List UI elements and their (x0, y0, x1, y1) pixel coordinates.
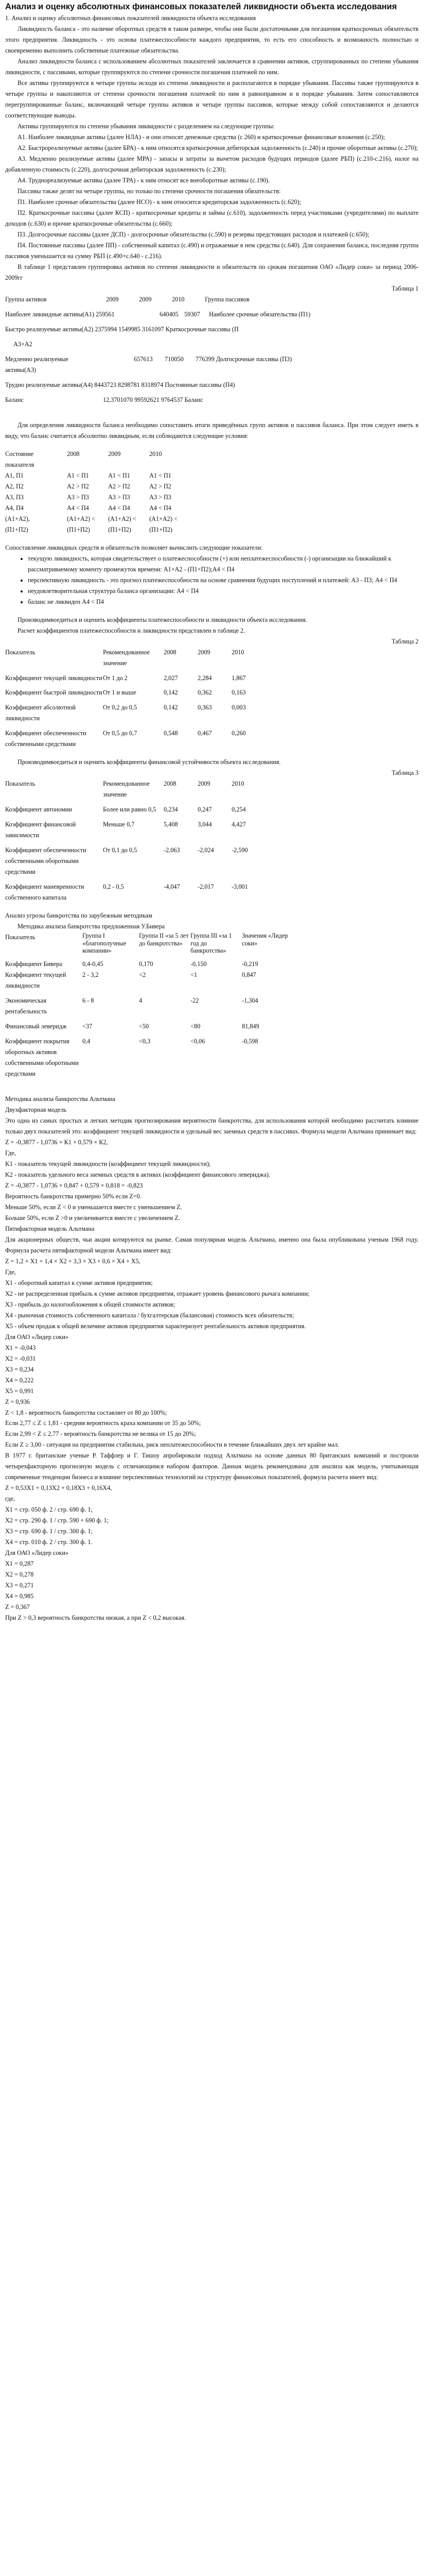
table-cell: Группа пассивов (205, 295, 250, 303)
table-row (5, 309, 418, 320)
table-cell: А4, П4 (5, 504, 24, 512)
table-cell: 0,847 (242, 971, 256, 979)
table-cell: Показатель (5, 648, 36, 656)
table-cell: показателя (5, 461, 34, 468)
paragraph: Методика анализа банкротства предложенная У.Бивера (18, 923, 165, 930)
table-row (5, 959, 418, 970)
table-cell: 1,867 (232, 674, 246, 682)
formula-line: Х3 = 0,271 (5, 1582, 34, 1589)
table-cell: От 0,2 до 0,5 (103, 704, 137, 711)
paragraph: Производимвоедиться и оценить коэффициенты платежеспособности и ликвидности объекта исследования. (18, 616, 307, 623)
table-cell: -4,047 (164, 883, 180, 891)
table-cell: 657613 (134, 355, 153, 363)
table-cell: -0,150 (190, 960, 207, 968)
table-cell: -0,219 (242, 960, 258, 968)
table-row (5, 882, 418, 903)
formula-line: Где, (5, 1268, 16, 1276)
table-row (5, 804, 418, 815)
table-2 (5, 449, 418, 535)
formula-line: K2 - показатель удельного веса заемных средств в активах (коэффициент финансового левериджа). (5, 1171, 270, 1178)
table-cell: Коэффициент финансовой зависимости (5, 821, 76, 839)
table-row (5, 470, 418, 481)
formula-line: где, (5, 1495, 15, 1503)
table-cell: -2,017 (198, 883, 214, 891)
formula-line: Вероятность банкротства примерно 50% если Z=0. (5, 1192, 142, 1200)
table-cell: Коэффициент текущей ликвидности (5, 971, 66, 990)
table-5 (5, 932, 418, 1079)
table-cell: 5,408 (164, 821, 178, 828)
table-cell: 2009 (108, 450, 121, 457)
table-cell: Коэффициент обеспеченности собственными средствами (5, 730, 86, 748)
table-cell: 2010 (232, 648, 245, 656)
table-cell: А2, П2 (5, 482, 24, 490)
table-cell: (А1+А2) < (149, 515, 178, 522)
table-cell: 2,284 (198, 674, 212, 682)
table-cell: От 0,1 до 0,5 (103, 846, 137, 854)
document-title: Анализ и оценку абсолютных финансовых показателей ликвидности объекта исследования (5, 2, 397, 11)
table-1 (5, 283, 418, 405)
table-cell: 0,4-0,45 (82, 960, 103, 968)
paragraph: Сопоставление ликвидных средств и обязательств позволяет вычислить следующие показатели: (5, 544, 263, 551)
table-cell: Финансовый леверидж (5, 1023, 67, 1030)
paragraph: Ликвидность баланса - это наличие оборотных средств в таком размере, чтобы они были достаточными для погашения краткосрочных обязательств этого предприятия. Ликвидность - это основа платежеспособности каждого предприятия, то есть его способность и возможность полностью и своевременно выполнить собственные платежные обязательства. (5, 25, 418, 55)
table-row (5, 673, 418, 684)
formula-line: Меньше 50%, если Z < 0 и уменьшается вместе с уменьшением Z. (5, 1203, 182, 1211)
formula-line: Х5 = 0,991 (5, 1387, 34, 1395)
formula-line: Х5 - объем продаж к общей величине активов предприятия характеризует рентабельность активов предприятия. (5, 1322, 306, 1330)
table-cell: Показатель (5, 780, 36, 788)
table-cell: 2008 (164, 648, 177, 656)
formula-line: Z = -0,3877 - 1,0736 × 0,847 + 0,579 × 0,818 = -0,823 (5, 1181, 143, 1189)
formula-line: Х1 = 0,287 (5, 1560, 34, 1568)
paragraph: А2. Быстрореализуемые активы (далее БРА) - к ним относятся краткосрочная дебиторская задолженность (с.240) и прочие оборотные активы (с.270); (18, 144, 418, 152)
table-cell: <2 (139, 971, 146, 979)
table-cell: Медленно реализуемые (5, 355, 68, 363)
table-row (5, 395, 418, 405)
table-row (5, 339, 418, 350)
table-cell: 0,142 (164, 704, 178, 711)
table-row (5, 1021, 418, 1032)
paragraph: 1. Анализ и оценку абсолютных финансовых показателей ликвидности объекта исследования (5, 14, 256, 22)
table-cell: 2010 (172, 295, 185, 303)
paragraph: Все активы группируются в четыре группы исходя из степени ликвидности и располагаются в порядке убывания. Пассивы также группируются в четыре группы и накопляются от степени срочности погашения платежей по ним в равноправном и в порядке убывания. Затем сопоставляются перегруппированные баланс, включающий четыре группы активов и четыре группы пассивов, которые между собой сопоставляются и делаются соответствующие выводы. (5, 79, 418, 120)
table-cell: А2 > П2 (67, 482, 89, 490)
table-row (5, 354, 418, 365)
formula-line: Пятифакторная модель Альтмана (5, 1225, 95, 1232)
table-cell: Группа III «за 1 год до банкротства» (190, 932, 232, 955)
table-cell: 2010 (149, 450, 162, 457)
table-row (5, 702, 418, 724)
table-cell: Коэффициент текущей ликвидности (5, 674, 102, 682)
table-cell: А3 > П3 (67, 493, 89, 501)
formula-line: Для ОАО «Лидер соки» (5, 1333, 68, 1341)
table-cell: (А1+А2) < (67, 515, 95, 522)
table-cell: Рекомендованное значение (103, 780, 150, 799)
table-row (5, 481, 418, 492)
table-row (5, 503, 418, 514)
table-cell: 0,142 (164, 689, 178, 697)
formula-line: Х3 - прибыль до налогообложения к общей стоимости активов; (5, 1300, 175, 1308)
table-cell: -2,024 (198, 846, 214, 854)
table-header (5, 932, 418, 955)
section-heading: Двухфакторная модель (5, 1106, 67, 1113)
table-3 (5, 636, 418, 750)
table-cell: Коэффициент обеспеченности собственными оборотными средствами (5, 846, 86, 876)
table-cell: 6 - 8 (82, 997, 94, 1005)
formula-line: Х2 = -0,031 (5, 1354, 36, 1362)
table-row (5, 687, 418, 698)
formula-line: Х2 = 0,278 (5, 1571, 34, 1579)
formula-line: Х1 - оборотный капитал к сумме активов предприятия; (5, 1279, 153, 1286)
table-cell: 59307 (184, 310, 200, 318)
table-cell: -22 (190, 997, 199, 1005)
table-cell: Группа активов (5, 295, 47, 303)
table-cell: 2009 (198, 780, 211, 788)
table-cell: -2,590 (232, 846, 248, 854)
table-cell: 4 (139, 997, 143, 1005)
table-row (5, 728, 418, 750)
table-cell: 2009 (198, 648, 211, 656)
paragraph: П2. Краткосрочные пассивы (далее КСП) - краткосрочные кредиты и займы (с.610), задолженность перед участниками (учредителями) по выплате доходов (с.630) и прочие краткосрочные обязательства (с.660); (5, 209, 418, 228)
table-cell: 81,849 (242, 1023, 259, 1030)
table-cell: Коэффициент автономии (5, 806, 72, 814)
table-cell: Наиболее ликвидные активы(А1) 259561 (5, 310, 115, 318)
table-cell: 0,254 (232, 806, 246, 814)
paragraph: П4. Постоянные пассивы (далее ПП) - собственный капитал (с.490) и отражаемые в нем средства (с.640). Для сохранения баланса, последняя группа пассивов уменьшается на сумму РБП (с.490+с.640 - с.216). (5, 242, 418, 260)
table-cell: 776399 Долгосрочные пассивы (П3) (196, 355, 292, 363)
formula-line: Для ОАО «Лидер соки» (5, 1549, 68, 1557)
table-cell: (П1+П2) (67, 526, 90, 533)
paragraph: Для определения ликвидности баланса необходимо сопоставить итоги приведённых групп активов и пассивов баланса. При этом следует иметь в виду, что баланс считается абсолютно ликвидным, если соблюдаются следующие условия: (5, 421, 418, 439)
table-cell: <80 (190, 1023, 201, 1030)
formula-line: Х3 = 0,234 (5, 1365, 34, 1373)
table-cell: 0,548 (164, 730, 178, 737)
table-cell: От 0,5 до 0,7 (103, 730, 137, 737)
section-heading: Методика анализа банкротства Альтмана (5, 1095, 115, 1103)
paragraph: Анализ ликвидности баланса с использованием абсолютных показателей заключается в сравнении активов, сгруппированных по степени убывания ликвидности, с пассивами, которые группируются по степени срочности погашения платежей по ним. (5, 58, 418, 76)
table-cell: 640405 (160, 310, 179, 318)
table-cell: Рекомендованное значение (103, 648, 150, 667)
formula-line: K1 - показатель текущей ликвидности (коэффициент текущей ликвидности); (5, 1160, 211, 1167)
table-cell: Коэффициент маневренности собственного капитала (5, 883, 84, 902)
table-header (5, 647, 418, 669)
table-cell: 0,2 - 0,5 (103, 883, 124, 891)
formula-line: Х1 = стр. 050 ф. 2 / стр. 690 ф. 1; (5, 1506, 93, 1514)
formula-line: Z = 1,2 × Х1 + 1,4 × Х2 + 3,3 × Х3 + 0,6 × Х4 + Х5, (5, 1257, 141, 1265)
formula-line: Z = 0,53Х1 + 0,13Х2 + 0,18Х3 + 0,16Х4, (5, 1484, 112, 1492)
table-header (5, 294, 418, 305)
table-row (5, 324, 418, 335)
table-cell: -2,063 (164, 846, 180, 854)
table-row (5, 1036, 418, 1079)
table-cell: Баланс (5, 396, 24, 403)
table-cell: Меньше 0,7 (103, 821, 135, 828)
table-row (5, 514, 418, 524)
table-cell: От 1 до 2 (103, 674, 128, 682)
table-cell: 0,003 (232, 704, 246, 711)
paragraph: Это одна из самых простых и легких методик прогнозирования вероятности банкротства, для использования которой необходимо рассчитать влияние только двух показателей это: коэффициент текущей ликвидности и удельный вес заемных средств в пассивах. Формула модели Альтмана принимает вид: (5, 1116, 418, 1135)
table-caption: Таблица 2 (391, 637, 418, 645)
table-row (5, 365, 418, 376)
table-cell: А4 < П4 (108, 504, 130, 512)
formula-line: Z = 0,936 (5, 1398, 30, 1405)
formula-line: Х4 = 0,985 (5, 1592, 34, 1600)
table-cell: 3,044 (198, 821, 212, 828)
table-cell: А1 < П1 (149, 471, 171, 479)
list-item: • перспективную ликвидность - это прогноз платежеспособности на основе сравнения будущих поступлений и платежей: А3 - П3; А4 < П4 (28, 575, 418, 586)
table-row (5, 380, 418, 391)
table-cell: Экономическая рентабельность (5, 997, 47, 1015)
table-cell: (П1+П2) (5, 526, 28, 533)
table-caption: Таблица 1 (391, 284, 418, 292)
list-item: • текущую ликвидность, которая свидетельствует о платежеспособности (+) или неплатежеспособности (-) организации на ближайший к рассматриваемому моменту промежуток времени: А1+А2 - (П1+П2);А4 < П4 (28, 553, 418, 575)
table-row (5, 845, 418, 877)
table-cell: 2009 (106, 295, 119, 303)
table-cell: Коэффициент абсолютной ликвидности (5, 704, 76, 722)
table-cell: 0,467 (198, 730, 212, 737)
table-cell: От 1 и выше (103, 689, 136, 697)
formula-block (5, 1137, 418, 1623)
table-cell: -1,304 (242, 997, 258, 1005)
formula-line: Х1 = -0,043 (5, 1344, 36, 1351)
formula-line: Если 2,99 < Z ≤ 2,77 - вероятность банкротства не велика от 15 до 20%; (5, 1430, 196, 1438)
table-cell: А3, П3 (5, 493, 24, 501)
table-cell: 0,163 (232, 689, 246, 697)
table-cell: Значения «Лидер соки» (242, 932, 288, 947)
formula-line: Если Z ≥ 3,00 - ситуация на предприятии стабильна, риск неплатежеспособности в течение ближайших двух лет крайне мал. (5, 1441, 339, 1449)
table-cell: А1 < П1 (108, 471, 130, 479)
table-cell: А1 < П1 (67, 471, 89, 479)
formula-line: При Z > 0,3 вероятность банкротства низкая, а при Z < 0,2 высокая. (5, 1614, 186, 1622)
formula-line: Z = -0,3877 - 1,0736 × К1 + 0,579 × К2, (5, 1138, 108, 1146)
table-cell: (П1+П2) (149, 526, 172, 533)
table-cell: 2 - 3,2 (82, 971, 99, 979)
table-cell: А4 < П4 (149, 504, 171, 512)
table-cell: 2008 (67, 450, 80, 457)
table-row (5, 460, 418, 470)
table-cell: 2008 (164, 780, 177, 788)
table-cell: <0,3 (139, 1038, 151, 1045)
table-4 (5, 768, 418, 903)
table-cell: 0,363 (198, 704, 212, 711)
table-cell: 12,3701070 99592621 9764537 Баланс (103, 396, 203, 403)
table-cell: Группа II «за 5 лет до банкротства» (139, 932, 189, 947)
table-cell: 0,170 (139, 960, 153, 968)
table-cell: Группа I «благополучные компании» (82, 932, 127, 955)
paragraph: П3. Долгосрочные пассивы (далее ДСП) - долгосрочные обязательства (с.590) и резервы предстоящих расходов и платежей (с.650); (18, 231, 370, 239)
paragraph: А4. Труднореализуемые активы (далее ТРА) - к ним относят все внеоборотные активы (с.190). (18, 177, 270, 184)
table-row (5, 819, 418, 841)
table-cell: А1, П1 (5, 471, 24, 479)
table-cell: А3 > П3 (108, 493, 130, 501)
formula-line: Х4 = 0,222 (5, 1376, 34, 1384)
table-cell: А4 < П4 (67, 504, 89, 512)
table-cell: 0,247 (198, 806, 212, 814)
table-cell: 0,362 (198, 689, 212, 697)
table-row (5, 524, 418, 535)
table-cell: 2,027 (164, 674, 178, 682)
table-cell: <37 (82, 1023, 93, 1030)
table-cell: (П1+П2) (108, 526, 131, 533)
table-cell: Коэффициент покрытия оборотных активов собственными оборотными средствами (5, 1038, 79, 1077)
paragraph: Активы группируются по степени убывания ликвидности с разделением на следующие группы: (18, 123, 275, 130)
table-cell: Более или равно 0,5 (103, 806, 156, 814)
formula-line: Где, (5, 1149, 16, 1157)
table-cell: -0,598 (242, 1038, 258, 1045)
table-cell: 710050 (165, 355, 184, 363)
table-cell: А2 > П2 (108, 482, 130, 490)
table-cell: <0,06 (190, 1038, 205, 1045)
section-heading: Анализ угрозы банкротства по зарубежным методикам (5, 912, 152, 920)
list-item: • баланс не ликвиден А4 < П4 (28, 597, 418, 607)
table-cell: 2009 (139, 295, 152, 303)
table-cell: Трудно реализуемые активы(А4) 8443723 8298781 8318974 Постоянные пассивы (П4) (5, 381, 235, 388)
table-caption: Таблица 3 (391, 769, 418, 777)
table-row (5, 492, 418, 503)
formula-line: Х4 = стр. 010 ф. 2 / стр. 300 ф. 1. (5, 1538, 93, 1546)
formula-line: Х2 = стр. 290 ф. 1 / стр. 590 + 690 ф. 1; (5, 1517, 109, 1524)
table-cell: 0,260 (232, 730, 246, 737)
formula-line: Z = 0,367 (5, 1603, 30, 1611)
table-cell: Наиболее срочные обязательства (П1) (209, 310, 311, 318)
table-cell: активы(А3) (5, 366, 36, 374)
table-header (5, 778, 418, 800)
table-cell: 2010 (232, 780, 245, 788)
paragraph: В таблице 1 представлен группировка активов по степени ликвидности и обязательств по срокам погашения ОАО «Лидер соки» за период 2006-2009гг (5, 263, 418, 281)
formula-line: Х4 - рыночная стоимость собственного капитала / бухгалтерская (балансовая) стоимость всех обязательств; (5, 1311, 294, 1319)
table-header (5, 449, 418, 460)
paragraph: П1. Наиболее срочные обязательства (далее НСО) - к ним относится кредиторская задолженность (с.620); (18, 198, 301, 206)
table-row (5, 970, 418, 991)
formula-line: Для акционерных обществ, чьи акции котируются на рынке. Самая популярная модель Альтмана, именно она была опубликована ученым 1968 году. Формула расчета пятифакторной модели Альтмана имеет вид: (5, 1235, 418, 1254)
table-cell: 0,234 (164, 806, 178, 814)
table-cell: А2 > П2 (149, 482, 171, 490)
table-cell: Коэффициент Бивера (5, 960, 62, 968)
formula-line: Z < 1,8 - вероятность банкротства составляет от 80 до 100%; (5, 1409, 167, 1416)
bullet-list (5, 553, 418, 607)
table-cell: (А1+А2) < (108, 515, 136, 522)
paragraph: Расчет коэффициентов платежеспособности и ликвидности представлен в таблице 2. (18, 626, 246, 634)
formula-line: Если 2,77 ≤ Z ≤ 1,81 - средняя вероятность краха компании от 35 до 50%; (5, 1419, 201, 1427)
paragraph: Пассивы также делят на четыре группы, но только по степени срочности погашения обязательств: (18, 188, 281, 195)
table-row (5, 995, 418, 1017)
table-cell: А3+А2 (13, 340, 32, 348)
paragraph: А1. Наиболее ликвидные активы (далее НЛА) - и они относят денежные средства (с 260) и краткосрочные финансовые вложения (с.250); (18, 133, 386, 141)
formula-line: Х2 - не распределенная прибыль к сумме активов предприятия, отражает уровень финансового рычага компании; (5, 1290, 310, 1297)
table-cell: 4,427 (232, 821, 246, 828)
table-cell: Состояние (5, 450, 34, 457)
list-item: • неудовлетворительная структура баланса организации: А4 < П4 (28, 586, 418, 597)
table-cell: <1 (190, 971, 197, 979)
table-cell: Коэффициент быстрой ликвидности (5, 689, 102, 697)
table-cell: <50 (139, 1023, 149, 1030)
paragraph: Производимвоедиться и оценить коэффициенты финансовой устойчивости объекта исследования. (18, 758, 281, 766)
formula-line: Х3 = стр. 690 ф. 1 / стр. 300 ф. 1; (5, 1528, 93, 1535)
table-cell: (А1+А2), (5, 515, 30, 522)
formula-line: В 1977 г. британские ученые Р. Таффлер и Г. Тишоу апробировали подход Альтмана на основе данных 80 британских компаний и построили четырехфакторную прогнозную модель с отличающимся набором факторов. Данная модель рекомендована для анализа как модель, учитывающая современные тенденции бизнеса и влияние перспективных технологий на структуру финансовых показателей, формула расчета имеет вид: (5, 1452, 418, 1481)
table-cell: А3 > П3 (149, 493, 171, 501)
formula-line: Больше 50%, если Z >0 и увеличивается вместе с увеличением Z. (5, 1214, 180, 1222)
table-cell: -3,001 (232, 883, 248, 891)
paragraph: А3. Медленно реализуемые активы (далее МРА) - запасы и затраты за вычетом расходов будущих периодов (далее РБП) (с.210-с.216), налог на добавленную стоимость (с.220), долгосрочная дебиторская задолженность (с.230); (5, 155, 418, 174)
table-cell: Быстро реализуемые активы(А2) 2375994 1549985 3161097 Краткосрочные пассивы (П (5, 325, 239, 333)
table-cell: Показатель (5, 934, 36, 941)
table-cell: 0,4 (82, 1038, 91, 1045)
